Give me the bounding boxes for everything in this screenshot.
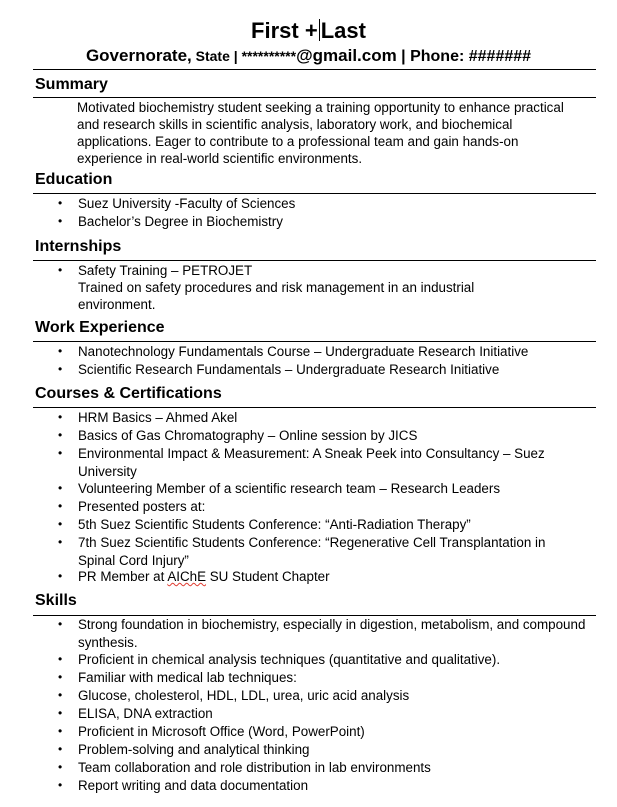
- internship-item: Safety Training – PETROJET: [78, 263, 253, 278]
- contact-location: Governorate,: [85, 46, 192, 65]
- course-item: HRM Basics – Ahmed Akel: [78, 410, 238, 425]
- course-item: 7th Suez Scientific Students Conference: “Regenerative Cell Transplantation in Spinal Cord Injury”: [78, 535, 546, 568]
- bullet-icon: •: [58, 214, 63, 228]
- skill-item: Problem-solving and analytical thinking: [78, 742, 310, 757]
- course-item: Environmental Impact & Measurement: A Sneak Peek into Consultancy – Suez University: [78, 446, 545, 479]
- course-item: Volunteering Member of a scientific research team – Research Leaders: [78, 481, 501, 496]
- bullet-icon: •: [58, 535, 63, 549]
- summary-text: Motivated biochemistry student seeking a training opportunity to enhance practical and research skills in scientific analysis, laboratory work, and biochemical applications. Eager to contribute to a professional team and gain hands-on experience in real-world scientific environments.: [77, 100, 564, 166]
- courses-heading: Courses & Certifications: [35, 385, 222, 402]
- text-cursor: [319, 19, 320, 41]
- work-item: Nanotechnology Fundamentals Course – Undergraduate Research Initiative: [78, 344, 529, 359]
- work-heading: Work Experience: [35, 319, 165, 336]
- bullet-icon: •: [58, 617, 63, 631]
- skill-item: Glucose, cholesterol, HDL, LDL, urea, uric acid analysis: [78, 688, 410, 703]
- spellcheck-flagged-word: AIChE: [167, 569, 207, 584]
- summary-rule: [33, 97, 596, 98]
- skill-item: Proficient in Microsoft Office (Word, PowerPoint): [78, 724, 365, 739]
- course-item: 5th Suez Scientific Students Conference: “Anti-Radiation Therapy”: [78, 517, 471, 532]
- internships-heading: Internships: [35, 238, 122, 255]
- bullet-icon: •: [58, 428, 63, 442]
- contact-email-masked: **********: [241, 48, 297, 64]
- education-rule: [33, 193, 596, 194]
- course-item: Presented posters at:: [78, 499, 206, 514]
- summary-heading: Summary: [35, 76, 108, 93]
- education-heading: Education: [35, 171, 113, 188]
- last-name: Last: [320, 18, 366, 43]
- education-item: Suez University -Faculty of Sciences: [78, 196, 296, 211]
- bullet-icon: •: [58, 499, 63, 513]
- bullet-icon: •: [58, 670, 63, 684]
- bullet-icon: •: [58, 706, 63, 720]
- skill-item: Report writing and data documentation: [78, 778, 309, 793]
- internship-detail: Trained on safety procedures and risk management in an industrial: [78, 280, 475, 295]
- skill-item: Team collaboration and role distribution in lab environments: [78, 760, 431, 775]
- skill-item: ELISA, DNA extraction: [78, 706, 213, 721]
- contact-line: [0, 46, 617, 67]
- internships-rule: [33, 260, 596, 261]
- bullet-icon: •: [58, 517, 63, 531]
- course-item: [78, 568, 586, 586]
- course-item-suffix: SU Student Chapter: [206, 569, 330, 584]
- skill-item: Familiar with medical lab techniques:: [78, 670, 297, 685]
- courses-rule: [33, 407, 596, 408]
- work-rule: [33, 341, 596, 342]
- bullet-icon: •: [58, 263, 63, 277]
- skill-item: Strong foundation in biochemistry, especially in digestion, metabolism, and compound synthesis.: [78, 617, 586, 650]
- bullet-icon: •: [58, 196, 63, 210]
- bullet-icon: •: [58, 652, 63, 666]
- first-name: First +: [251, 18, 318, 43]
- skills-heading: Skills: [35, 592, 77, 609]
- bullet-icon: •: [58, 724, 63, 738]
- education-item: Bachelor’s Degree in Biochemistry: [78, 214, 283, 229]
- bullet-icon: •: [58, 344, 63, 358]
- work-item: Scientific Research Fundamentals – Undergraduate Research Initiative: [78, 362, 500, 377]
- bullet-icon: •: [58, 446, 63, 460]
- bullet-icon: •: [58, 688, 63, 702]
- bullet-icon: •: [58, 410, 63, 424]
- internship-detail: environment.: [78, 297, 156, 312]
- bullet-icon: •: [58, 742, 63, 756]
- contact-phone: | Phone: #######: [396, 48, 532, 65]
- skill-item: Proficient in chemical analysis techniques (quantitative and qualitative).: [78, 652, 501, 667]
- contact-state: State |: [191, 48, 242, 64]
- bullet-icon: •: [58, 481, 63, 495]
- course-item-prefix: PR Member at: [78, 569, 168, 584]
- name-heading: [0, 18, 617, 44]
- bullet-icon: •: [58, 569, 63, 583]
- bullet-icon: •: [58, 778, 63, 792]
- rule-divider: [33, 69, 596, 70]
- bullet-icon: •: [58, 362, 63, 376]
- bullet-icon: •: [58, 760, 63, 774]
- contact-email-domain: @gmail.com: [296, 46, 397, 65]
- course-item: Basics of Gas Chromatography – Online session by JICS: [78, 428, 418, 443]
